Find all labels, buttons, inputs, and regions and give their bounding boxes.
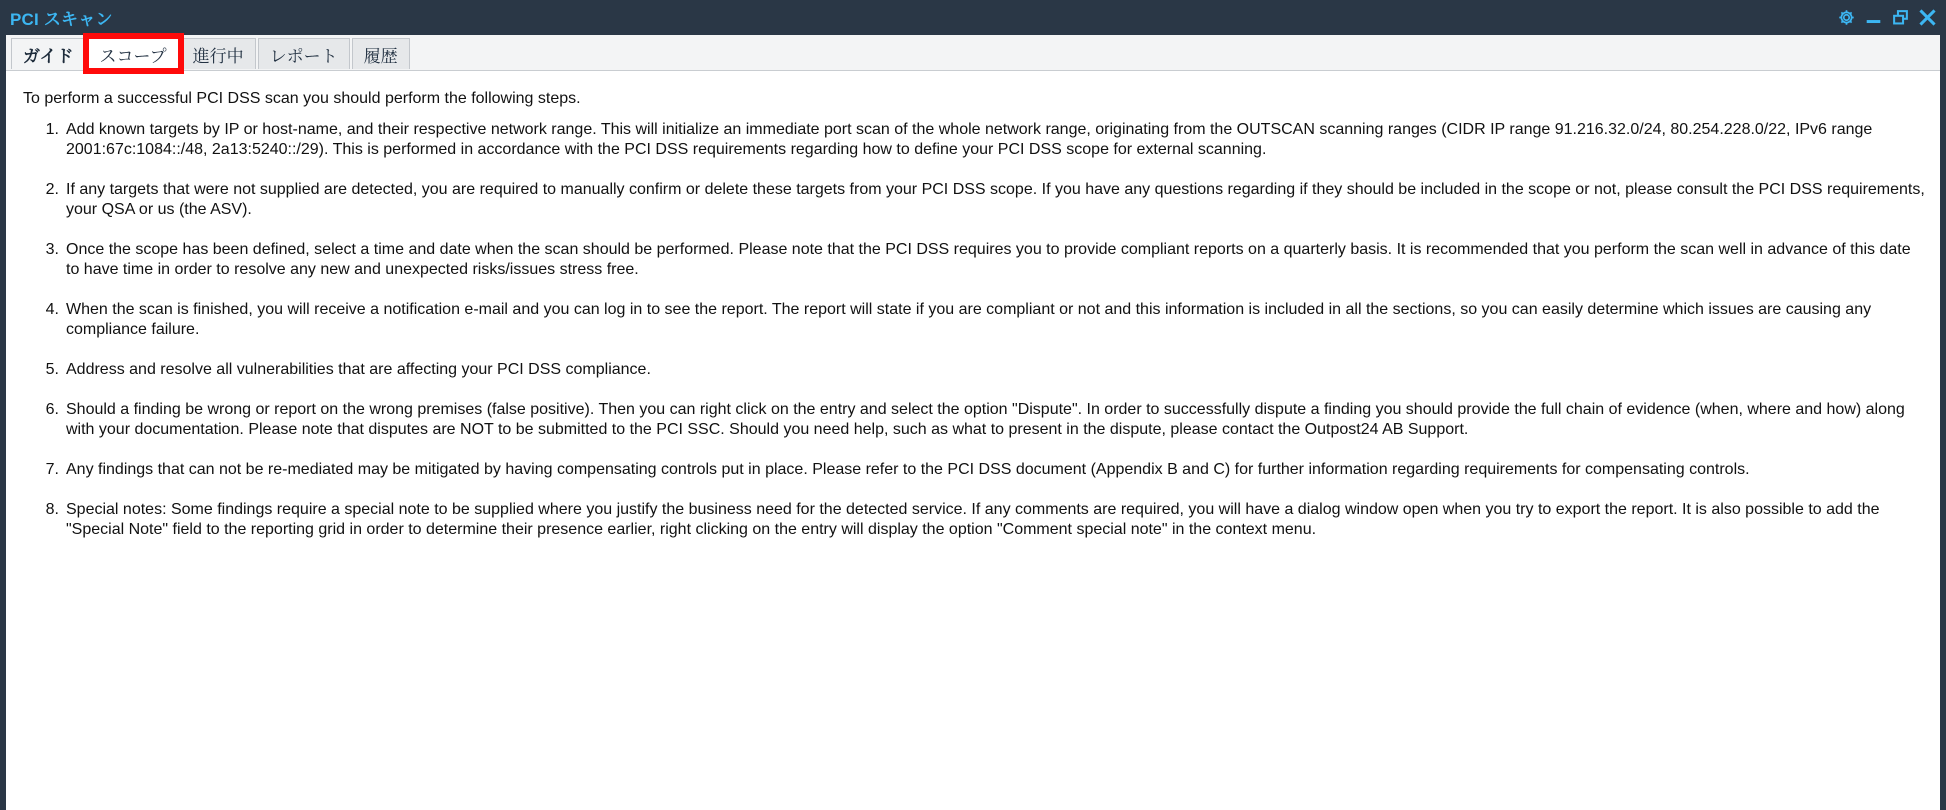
tab-scope-label: スコープ bbox=[99, 46, 167, 66]
guide-step bbox=[23, 360, 1940, 380]
tab-report-label: レポート bbox=[269, 46, 338, 66]
step-text: Address and resolve all vulnerabilities that are affecting your PCI DSS compliance. bbox=[66, 361, 651, 378]
tab-report[interactable] bbox=[258, 38, 350, 69]
guide-steps-list bbox=[23, 120, 1940, 540]
step-number: 6. bbox=[45, 401, 59, 418]
step-text: Any findings that can not be re-mediated may be mitigated by having compensating controls put in place. Please refer to the PCI DSS document (Appendix B and C) for further information regarding requirements for compensating controls. bbox=[66, 461, 1750, 478]
step-text: When the scan is finished, you will receive a notification e-mail and you can log in to see the report. The report will state if you are compliant or not and this information is included in all the sections, so you can easily determine which issues are causing any compliance failure. bbox=[66, 301, 1872, 338]
guide-step bbox=[23, 300, 1940, 340]
guide-step bbox=[23, 500, 1940, 540]
step-text: Add known targets by IP or host-name, and their respective network range. This will initialize an immediate port scan of the whole network range, originating from the OUTSCAN scanning ranges (CIDR IP range 91.216.32.0/24, 80.254.228.0/22, IPv6 range 2001:67c:1084::/48, 2a13:5240::/29). This is performed in accordance with the PCI DSS requirements regarding how to define your PCI DSS scope for external scanning. bbox=[66, 121, 1873, 158]
window-titlebar[interactable] bbox=[6, 0, 1940, 35]
tab-bar bbox=[6, 35, 1940, 71]
minimize-icon[interactable] bbox=[1865, 9, 1882, 26]
step-number: 5. bbox=[45, 361, 59, 378]
restore-icon[interactable] bbox=[1892, 9, 1909, 26]
step-text: If any targets that were not supplied are detected, you are required to manually confirm or delete these targets from your PCI DSS scope. If you have any questions regarding if they should be included in the scope or not, please consult the PCI DSS requirements, your QSA or us (the ASV). bbox=[66, 181, 1925, 218]
step-text: Special notes: Some findings require a special note to be supplied where you justify the business need for the detected service. If any comments are required, you will have a dialog window open when you try to export the report. It is also possible to add the "Special Note" field to the reporting grid in order to determine their presence earlier, right clicking on the entry will display the option "Comment special note" in the context menu. bbox=[66, 501, 1880, 538]
guide-step bbox=[23, 400, 1940, 440]
gear-icon[interactable] bbox=[1838, 9, 1855, 26]
step-number: 3. bbox=[45, 241, 59, 258]
window-title: PCI スキャン bbox=[10, 10, 113, 29]
step-text: Once the scope has been defined, select a time and date when the scan should be performed. Please note that the PCI DSS requires you to provide compliant reports on a quarterly basis. It is recommended that you perform the scan well in advance of this date to have time in order to resolve any new and unexpected risks/issues stress free. bbox=[66, 241, 1911, 278]
tab-scope[interactable] bbox=[88, 38, 179, 69]
tab-history-label: 履歴 bbox=[363, 46, 398, 66]
tab-guide-label: ガイド bbox=[23, 46, 74, 66]
guide-intro: To perform a successful PCI DSS scan you should perform the following steps. bbox=[23, 90, 581, 107]
step-number: 2. bbox=[45, 181, 59, 198]
window-controls bbox=[1838, 9, 1940, 26]
tabs bbox=[11, 38, 412, 69]
step-number: 4. bbox=[45, 301, 59, 318]
close-icon[interactable] bbox=[1919, 9, 1936, 26]
guide-step bbox=[23, 180, 1940, 220]
step-number: 1. bbox=[45, 121, 59, 138]
tab-in-progress[interactable] bbox=[181, 38, 256, 69]
step-number: 8. bbox=[45, 501, 59, 518]
guide-step bbox=[23, 120, 1940, 160]
step-text: Should a finding be wrong or report on the wrong premises (false positive). Then you can right click on the entry and select the option "Dispute". In order to successfully dispute a finding you should provide the full chain of evidence (when, where and how) along with your documentation. Please note that disputes are NOT to be submitted to the PCI SSC. Should you need help, such as what to present in the dispute, please contact the Outpost24 AB Support. bbox=[66, 401, 1905, 438]
tab-guide[interactable] bbox=[11, 38, 86, 69]
guide-step bbox=[23, 460, 1940, 480]
tab-history[interactable] bbox=[352, 38, 410, 69]
guide-content bbox=[6, 72, 1940, 810]
guide-step bbox=[23, 240, 1940, 280]
step-number: 7. bbox=[45, 461, 59, 478]
tab-in-progress-label: 進行中 bbox=[192, 46, 244, 66]
